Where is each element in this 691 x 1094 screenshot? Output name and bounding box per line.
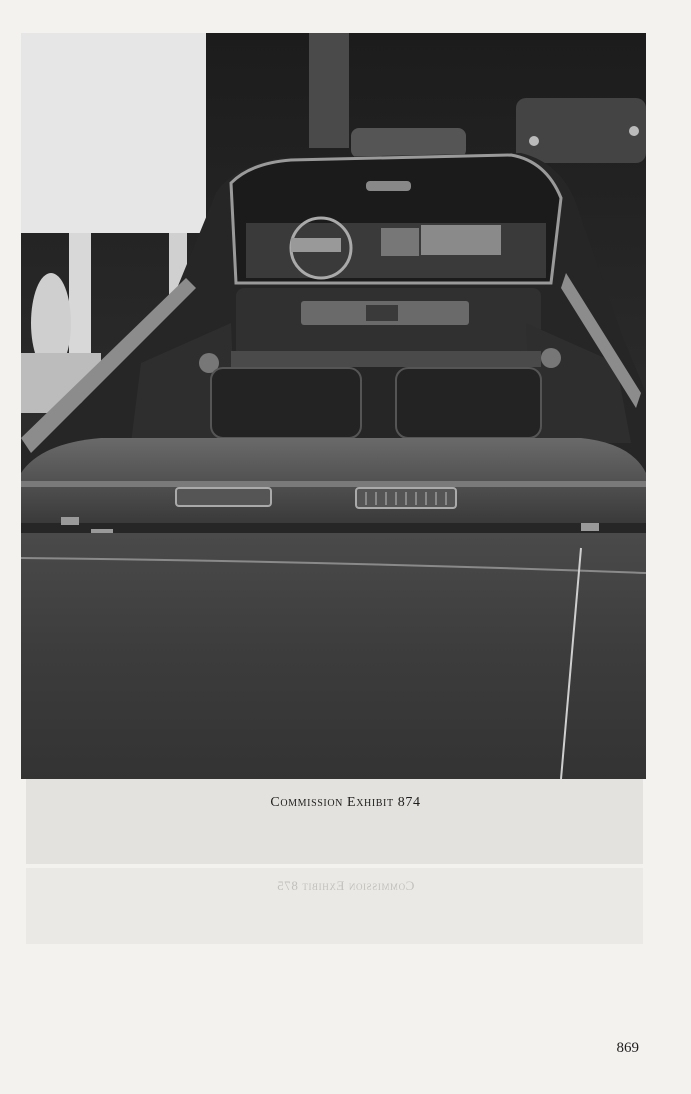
exhibit-caption: Commission Exhibit 874 (270, 795, 421, 810)
scan-shading-caption (26, 778, 643, 864)
page-number: 869 (616, 1040, 639, 1056)
bleed-through-caption: Commission Exhibit 875 (276, 878, 415, 893)
exhibit-photograph (21, 33, 646, 779)
